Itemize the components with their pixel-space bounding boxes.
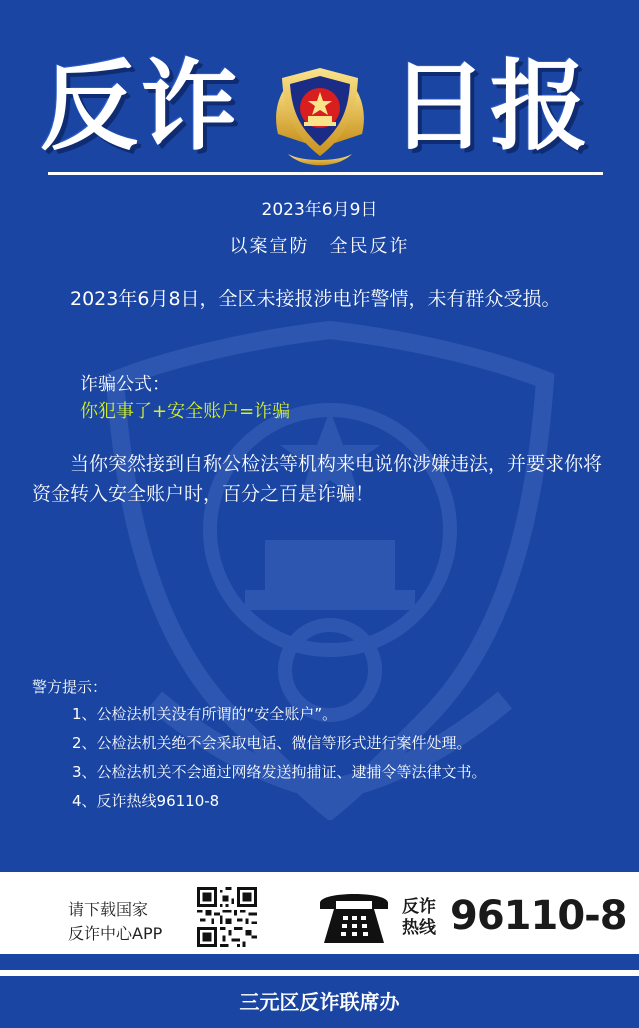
tips-list — [72, 700, 487, 816]
slogan: 以案宣防 全民反诈 — [229, 236, 410, 257]
scam-formula: 你犯事了+安全账户=诈骗 — [80, 401, 291, 422]
list-item: 2、公检法机关绝不会采取电话、微信等形式进行案件处理。 — [72, 734, 472, 752]
police-badge-icon — [268, 64, 372, 174]
header-divider — [48, 172, 603, 175]
list-item: 4、反诈热线96110-8 — [72, 792, 220, 810]
case-summary: 2023年6月8日，全区未接报涉电诈警情，未有群众受损。 — [70, 288, 561, 310]
organization-name: 三元区反诈联席办 — [0, 976, 639, 1020]
tips-title: 警方提示： — [32, 678, 108, 696]
footer-stripe — [0, 954, 639, 970]
qr-code-icon[interactable] — [197, 887, 257, 947]
list-item: 3、公检法机关不会通过网络发送拘捕证、逮捕令等法律文书。 — [72, 763, 487, 781]
page-header — [0, 20, 639, 170]
warning-paragraph: 当你突然接到自称公检法等机构来电说你涉嫌违法，并要求你将资金转入安全账户时，百分之百是诈骗！ — [32, 453, 603, 505]
title-left: 反诈 — [40, 50, 241, 164]
download-line-1: 请下载国家 — [68, 900, 149, 919]
download-line-2: 反诈中心APP — [68, 924, 163, 943]
title-right: 日报 — [390, 50, 591, 164]
list-item: 1、公检法机关没有所谓的“安全账户”。 — [72, 705, 338, 723]
hotline-number: 96110-8 — [450, 893, 627, 939]
hotline-label-2: 热线 — [402, 918, 436, 938]
report-date: 2023年6月9日 — [261, 200, 378, 220]
telephone-icon — [316, 885, 392, 947]
hotline-label-1: 反诈 — [402, 897, 436, 917]
download-app-text — [68, 898, 162, 946]
hotline-label — [402, 897, 436, 939]
formula-label: 诈骗公式： — [80, 374, 170, 395]
